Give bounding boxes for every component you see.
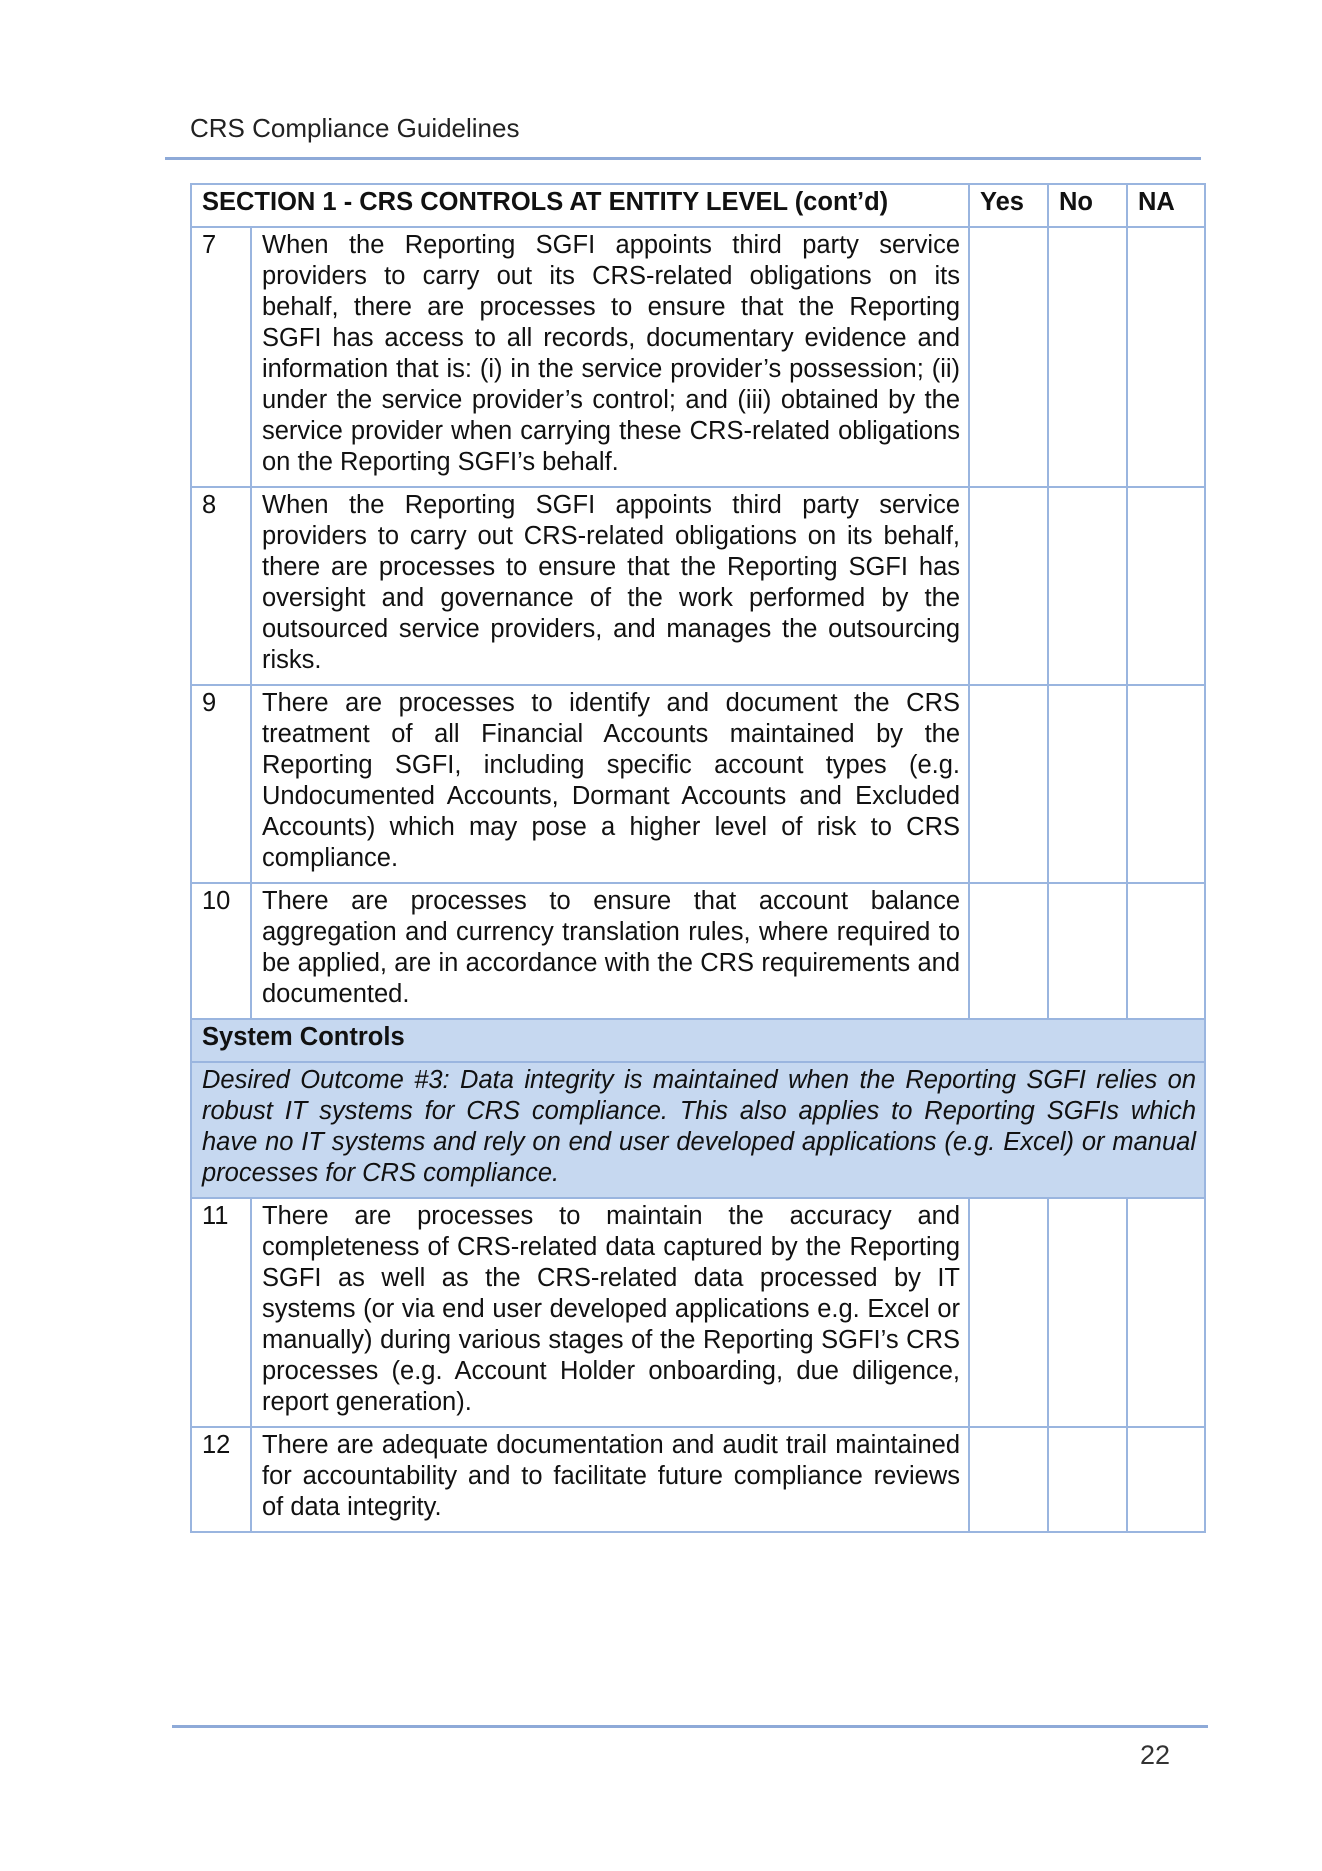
- yes-cell[interactable]: [969, 227, 1048, 487]
- document-header-title: CRS Compliance Guidelines: [190, 113, 520, 143]
- yes-cell[interactable]: [969, 1427, 1048, 1532]
- na-cell[interactable]: [1127, 883, 1205, 1019]
- row-number: 12: [191, 1427, 251, 1532]
- row-text: There are adequate documentation and audit trail maintained for accountability and to facilitate future compliance reviews of data integrity.: [251, 1427, 969, 1532]
- no-cell[interactable]: [1048, 487, 1127, 685]
- row-number: 9: [191, 685, 251, 883]
- column-header-yes: Yes: [969, 184, 1048, 227]
- subsection-title: System Controls: [191, 1019, 1205, 1062]
- yes-cell[interactable]: [969, 1198, 1048, 1427]
- no-cell[interactable]: [1048, 1198, 1127, 1427]
- row-text: There are processes to maintain the accuracy and completeness of CRS-related data captured by the Reporting SGFI as well as the CRS-related data processed by IT systems (or via end user developed applications e.g. Excel or manually) during various stages of the Reporting SGFI’s CRS processes (e.g. Account Holder onboarding, due diligence, report generation).: [251, 1198, 969, 1427]
- na-cell[interactable]: [1127, 685, 1205, 883]
- table-row: [191, 883, 1205, 1019]
- no-cell[interactable]: [1048, 883, 1127, 1019]
- row-number: 10: [191, 883, 251, 1019]
- desired-outcome-text: Desired Outcome #3: Data integrity is maintained when the Reporting SGFI relies on robust IT systems for CRS compliance. This also applies to Reporting SGFIs which have no IT systems and rely on end user developed applications (e.g. Excel) or manual processes for CRS compliance.: [191, 1062, 1205, 1198]
- row-number: 11: [191, 1198, 251, 1427]
- outcome-row: [191, 1062, 1205, 1198]
- no-cell[interactable]: [1048, 1427, 1127, 1532]
- row-number: 8: [191, 487, 251, 685]
- row-number: 7: [191, 227, 251, 487]
- table-header-row: [191, 184, 1205, 227]
- table-row: [191, 487, 1205, 685]
- page-number: 22: [1140, 1740, 1171, 1770]
- no-cell[interactable]: [1048, 685, 1127, 883]
- column-header-no: No: [1048, 184, 1127, 227]
- table-row: [191, 685, 1205, 883]
- yes-cell[interactable]: [969, 487, 1048, 685]
- na-cell[interactable]: [1127, 487, 1205, 685]
- footer-divider: [172, 1725, 1208, 1728]
- row-text: When the Reporting SGFI appoints third party service providers to carry out its CRS-related obligations on its behalf, there are processes to ensure that the Reporting SGFI has access to all records, documentary evidence and information that is: (i) in the service provider’s possession; (ii) under the service provider’s control; and (iii) obtained by the service provider when carrying these CRS-related obligations on the Reporting SGFI’s behalf.: [251, 227, 969, 487]
- table-row: [191, 1427, 1205, 1532]
- header-divider: [165, 157, 1201, 160]
- table-row: [191, 1198, 1205, 1427]
- yes-cell[interactable]: [969, 685, 1048, 883]
- na-cell[interactable]: [1127, 1427, 1205, 1532]
- compliance-checklist-table: [190, 183, 1206, 1533]
- section-title: SECTION 1 - CRS CONTROLS AT ENTITY LEVEL (cont’d): [191, 184, 969, 227]
- no-cell[interactable]: [1048, 227, 1127, 487]
- table-row: [191, 227, 1205, 487]
- row-text: There are processes to identify and document the CRS treatment of all Financial Accounts maintained by the Reporting SGFI, including specific account types (e.g. Undocumented Accounts, Dormant Accounts and Excluded Accounts) which may pose a higher level of risk to CRS compliance.: [251, 685, 969, 883]
- yes-cell[interactable]: [969, 883, 1048, 1019]
- na-cell[interactable]: [1127, 227, 1205, 487]
- subsection-row: [191, 1019, 1205, 1062]
- row-text: When the Reporting SGFI appoints third party service providers to carry out CRS-related obligations on its behalf, there are processes to ensure that the Reporting SGFI has oversight and governance of the work performed by the outsourced service providers, and manages the outsourcing risks.: [251, 487, 969, 685]
- column-header-na: NA: [1127, 184, 1205, 227]
- na-cell[interactable]: [1127, 1198, 1205, 1427]
- row-text: There are processes to ensure that account balance aggregation and currency translation rules, where required to be applied, are in accordance with the CRS requirements and documented.: [251, 883, 969, 1019]
